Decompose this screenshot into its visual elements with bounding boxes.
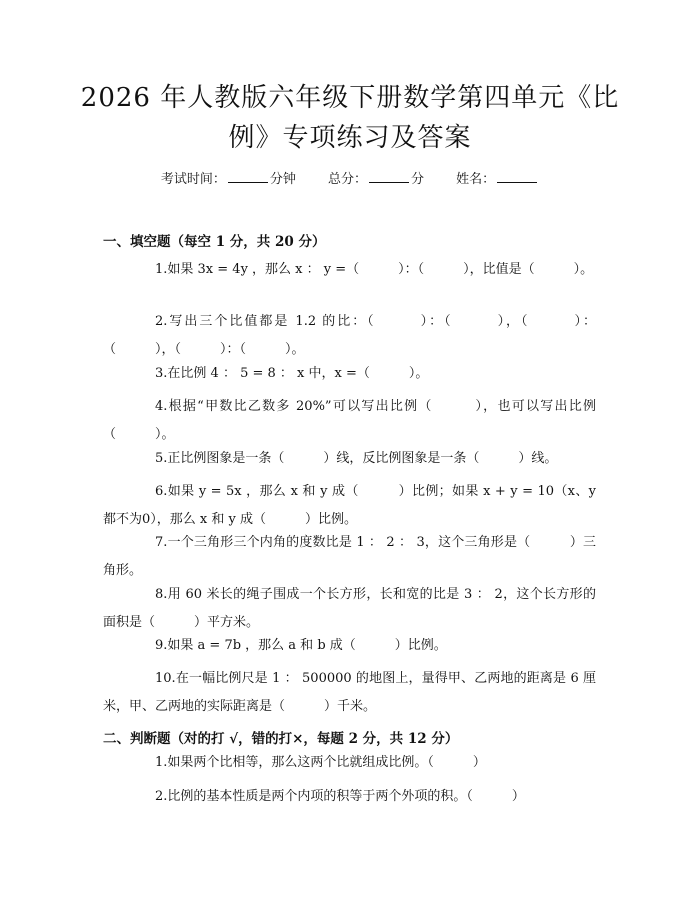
question-1-5 xyxy=(103,445,596,473)
question-1-3 xyxy=(103,360,596,388)
exam-time xyxy=(161,172,296,187)
question-number: 1. xyxy=(155,755,168,770)
score-blank xyxy=(369,172,409,183)
score-unit: 分 xyxy=(411,172,425,187)
question-2-1 xyxy=(103,749,596,777)
question-number: 8. xyxy=(155,587,168,602)
name-label: 姓名： xyxy=(456,172,496,187)
question-text: 如果 3x = 4y ，那么 x ： y =（ ）：（ ），比值是（ ）。 xyxy=(167,262,594,277)
question-text: 如果 a = 7b ，那么 a 和 b 成（ ）比例。 xyxy=(167,638,447,653)
question-1-6 xyxy=(103,478,596,534)
student-name xyxy=(456,172,539,187)
question-text: 一个三角形三个内角的度数比是 1 ： 2 ： 3，这个三角形是（ ）三角形。 xyxy=(103,535,596,578)
question-text: 在一幅比例尺是 1 ： 500000 的地图上，量得甲、乙两地的距离是 6 厘米，甲、乙两地的实际距离是（ ）千米。 xyxy=(103,671,596,714)
question-number: 3. xyxy=(155,366,168,381)
time-blank xyxy=(228,172,268,183)
question-number: 7. xyxy=(155,535,168,550)
question-number: 2. xyxy=(155,789,168,804)
question-number: 9. xyxy=(155,638,168,653)
question-text: 写出三个比值都是 1.2 的比：（ ）：（ ），（ ）：（ ），（ ）：（ ）。 xyxy=(103,314,596,357)
question-text: 用 60 米长的绳子围成一个长方形，长和宽的比是 3 ： 2，这个长方形的面积是（ ）平方米。 xyxy=(103,587,596,630)
name-blank xyxy=(497,172,537,183)
exam-info xyxy=(0,168,700,187)
question-1-1 xyxy=(103,256,596,284)
document-title xyxy=(60,78,640,158)
question-number: 10. xyxy=(155,671,176,686)
question-text: 正比例图象是一条（ ）线，反比例图象是一条（ ）线。 xyxy=(167,451,558,466)
question-number: 6. xyxy=(155,484,168,499)
section-heading-fill-blank: 一、填空题（每空 1 分，共 20 分） xyxy=(103,234,326,250)
question-number: 1. xyxy=(155,262,168,277)
question-text: 如果两个比相等，那么这两个比就组成比例。（ ） xyxy=(167,755,486,770)
question-text: 如果 y = 5x ，那么 x 和 y 成（ ）比例；如果 x + y = 10（x、y 都不为0），那么 x 和 y 成（ ）比例。 xyxy=(103,484,596,527)
section-heading-true-false: 二、判断题（对的打 √，错的打×，每题 2 分，共 12 分） xyxy=(103,731,459,747)
question-text: 根据“甲数比乙数多 20%”可以写出比例（ ），也可以写出比例（ ）。 xyxy=(103,399,596,442)
question-text: 比例的基本性质是两个内项的积等于两个外项的积。（ ） xyxy=(167,789,525,804)
score-label: 总分： xyxy=(327,172,367,187)
question-1-9 xyxy=(103,632,596,660)
question-text: 在比例 4 ： 5 = 8 ： x 中，x =（ ）。 xyxy=(167,366,429,381)
title-line-2: 例》专项练习及答案 xyxy=(228,123,472,153)
question-1-10 xyxy=(103,665,596,721)
question-1-2 xyxy=(103,308,596,364)
question-1-4 xyxy=(103,393,596,449)
question-1-7 xyxy=(103,529,596,585)
question-1-8 xyxy=(103,581,596,637)
question-number: 5. xyxy=(155,451,168,466)
question-number: 2. xyxy=(155,314,168,329)
question-2-2 xyxy=(103,783,596,811)
time-label: 考试时间： xyxy=(160,172,226,187)
question-number: 4. xyxy=(155,399,168,414)
exam-score xyxy=(328,172,424,187)
time-unit: 分钟 xyxy=(269,172,296,187)
title-line-1: 2026 年人教版六年级下册数学第四单元《比 xyxy=(80,83,620,113)
